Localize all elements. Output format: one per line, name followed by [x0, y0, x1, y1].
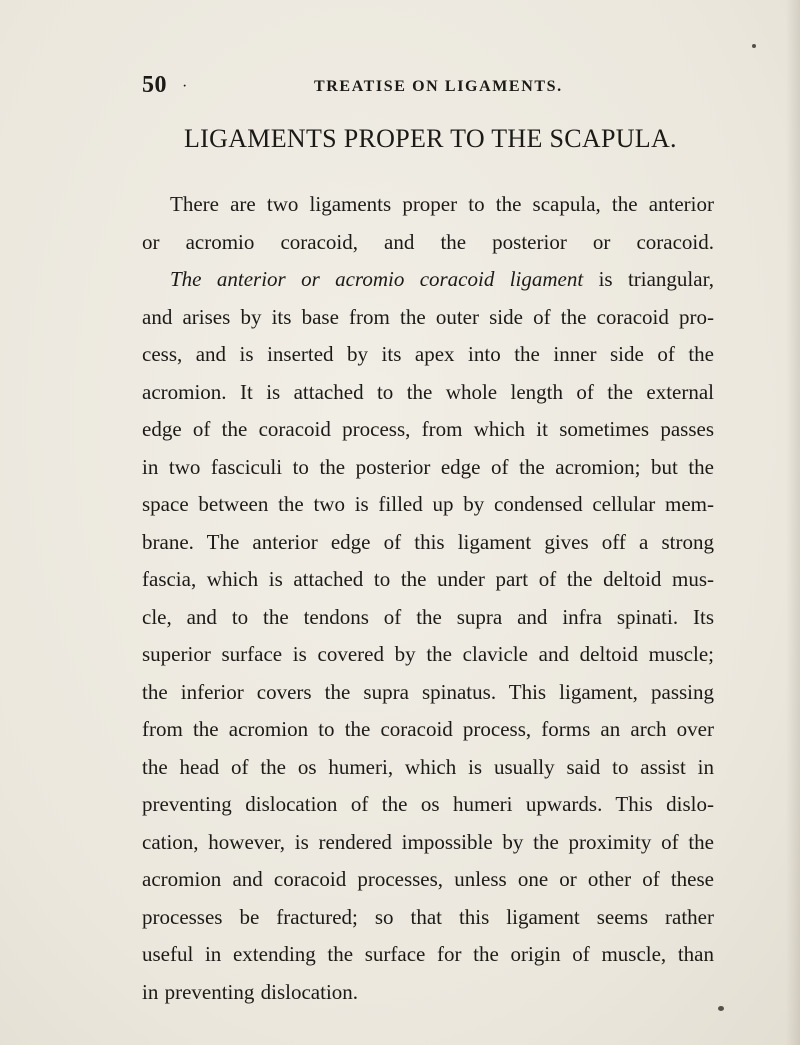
- text-line: acromion and coracoid processes, unless one or other of these: [142, 867, 714, 891]
- text-line: in two fasciculi to the posterior edge of the acromion; but the: [142, 454, 714, 479]
- chapter-title: LIGAMENTS PROPER TO THE SCAPULA.: [184, 124, 677, 153]
- text-line: There are two ligaments proper to the scapula, the anterior: [170, 192, 714, 216]
- running-head-dot: ·: [182, 78, 188, 95]
- page-edge-shadow: [786, 0, 800, 1045]
- text-line: acromion. It is attached to the whole length of the external: [142, 379, 714, 404]
- text-line: useful in extending the surface for the origin of muscle, than: [142, 942, 714, 966]
- text-line: or acromio coracoid, and the posterior or coracoid.: [142, 229, 714, 254]
- text-line: and arises by its base from the outer side of the coracoid pro-: [142, 304, 714, 329]
- text-line: cess, and is inserted by its apex into the inner side of the: [142, 342, 714, 366]
- text-line: in preventing dislocation.: [142, 979, 359, 1004]
- text-line: the inferior covers the supra spinatus. This ligament, passing: [142, 679, 714, 704]
- text-line: superior surface is covered by the clavicle and deltoid muscle;: [142, 642, 714, 666]
- text-line: processes be fractured; so that this ligament seems rather: [142, 904, 714, 929]
- text-line: space between the two is filled up by condensed cellular mem-: [142, 492, 714, 516]
- text-line-mixed: [142, 261, 714, 299]
- running-head: [142, 72, 672, 104]
- body-text: [142, 186, 714, 1011]
- text-line: preventing dislocation of the os humeri upwards. This dislo-: [142, 792, 714, 816]
- text-line: the head of the os humeri, which is usually said to assist in: [142, 754, 714, 779]
- text-line: cle, and to the tendons of the supra and infra spinati. Its: [142, 604, 714, 629]
- text-line: edge of the coracoid process, from which it sometimes passes: [142, 417, 714, 441]
- text-line: fascia, which is attached to the under part of the deltoid mus-: [142, 567, 714, 591]
- text-line: brane. The anterior edge of this ligament gives off a strong: [142, 529, 714, 554]
- italic-term: The anterior or acromio coracoid ligament: [170, 267, 584, 291]
- paper-speck: [718, 1006, 724, 1011]
- page-number: 50: [142, 72, 167, 98]
- text-line: from the acromion to the coracoid process, forms an arch over: [142, 717, 714, 741]
- paper-speck: [752, 44, 756, 48]
- running-title: TREATISE ON LIGAMENTS.: [314, 78, 563, 95]
- text-line: cation, however, is rendered impossible by the proximity of the: [142, 829, 714, 854]
- text-run: is triangular,: [583, 267, 714, 291]
